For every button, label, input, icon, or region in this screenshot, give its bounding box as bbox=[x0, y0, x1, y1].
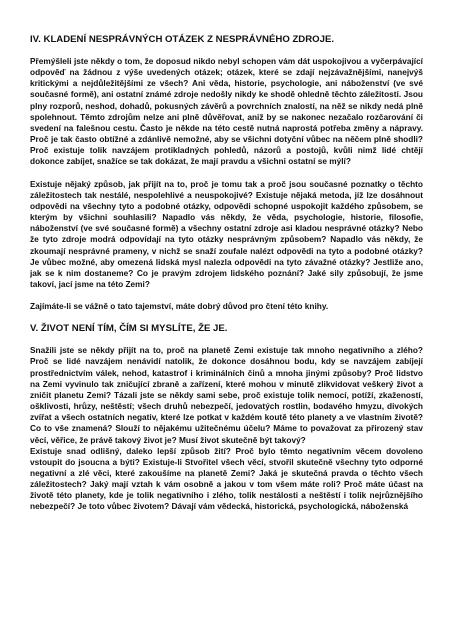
section-5 bbox=[30, 323, 423, 512]
section-4-paragraph-3: Zajímáte-li se vážně o tato tajemství, máte dobrý důvod pro čtení této knihy. bbox=[30, 301, 329, 312]
section-4 bbox=[30, 34, 423, 312]
section-4-paragraph-1: Přemýšleli jste někdy o tom, že doposud nikdo nebyl schopen vám dát uspokojivou a vyčerpávající odpověď na žádnou z výše uvedených otázek; otázek, které se zdají nejzávažnějšími, nanejvýš kritickými a nejdůležitějšími ze všech? Ani věda, historie, psychologie, ani náboženství (ve své současné formě), ani ostatní známé zdroje nedošly nikdy ke shodě ohledně těchto záležitostí. Jsou plny rozporů, neshod, dohadů, pokusných závěrů a povrchních znalostí, na něž se nikdy nedá plně spolehnout. Těmto zdrojům nelze ani plně důvěřovat, aniž by se nakonec nezačalo rozčarování či svedení na falešnou cestu. Často je někde na této cestě nutná naprostá potřeba změny a nápravy. Proč je tak často obtížné a zdánlivě nemožné, aby se všichni dotyční vůbec na něčem plně shodli? Proč existuje tolik navzájem protikladných pohledů, názorů a postojů, kvůli nimž lidé chtějí dokonce zabíjet, snažíce se tak dokázat, že mají pravdu a všichni ostatní se mýlí? bbox=[30, 56, 423, 167]
section-4-heading: IV. KLADENÍ NESPRÁVNÝCH OTÁZEK Z NESPRÁVNÉHO ZDROJE. bbox=[30, 34, 335, 45]
section-5-heading: V. ŽIVOT NENÍ TÍM, ČÍM SI MYSLÍTE, ŽE JE. bbox=[30, 323, 228, 335]
section-4-paragraph-2: Existuje nějaký způsob, jak přijít na to, proč je tomu tak a proč jsou současné poznatky o těchto záležitostech tak nestálé, nespolehlivé a neuspokojivé? Existuje nějaká metoda, jíž lze dosáhnout odpovědi na všechny tyto a podobné otázky, odpovědi schopné uspokojit každého způsobem, se kterým by všichni souhlasili? Napadlo vás někdy, že věda, psychologie, historie, filosofie, náboženství (ve své současné formě) a všechny ostatní zdroje asi kladou nesprávné otázky? Nebo že tyto zdroje modrá odpovídají na tyto otázky nesprávným způsobem? Napadlo vás někdy, že zkoumají nesprávné prameny, v nichž se snaží zoufale nalézt odpovědi na tyto a podobné otázky? Je vůbec možné, aby omezená lidská mysl nalezla odpovědi na tyto závažné otázky? Jestliže ano, jak se k nim dostaneme? Co je pravým zdrojem lidského poznání? Jaké sily způsobují, že jsme takoví, jací jsme na této Zemi? bbox=[30, 178, 423, 289]
section-5-paragraph-1: Snažili jste se někdy přijít na to, proč na planetě Zemi existuje tak mnoho negativního a zlého? Proč se lidé navzájem nenávidí natolik, že dokonce dosáhnou bodu, kdy se navzájem zabíjejí prostřednictvím válek, nehod, katastrof i kriminálních činů a mnoha jinými způsoby? Proč lidstvo na Zemi vyvinulo tak zničující zbraně a zařízení, které mohou v minutě zlikvidovat veškerý život a zničit planetu Zemi? Tázali jste se někdy sami sebe, proč existuje tolik nemocí, potíží, zkažeností, ošklivosti, hrůzy, neštěstí; všech druhů nebezpečí, jedovatých rostlin, bodavého hmyzu, divokých zvířat a všech ostatních negativ, které lze potkat v každém koutě této planety a ve vlastním životě? Co to vše znamená? Slouží to nějakému užitečnému účelu? Máme to považovat za přirozený stav věcí, věřice, že právě takový život je? Musí život skutečně být takový? bbox=[30, 345, 423, 445]
document-page bbox=[30, 34, 423, 524]
section-5-paragraph-2: Existuje snad odlišný, daleko lepší způsob žití? Proč bylo těmto negativním věcem dovoleno vstoupit do jsoucna a býti? Existuje-li Stvořitel všech věcí, stvořil skutečně všechny tyto odporné negativní a zlé věci, které zakoušíme na planetě Zemi? Jaká je skutečná pravda o těchto všech záležitostech? Jaký mají vztah k vám osobně a jakou v tom všem máte roli? Proč máte účast na životě této planety, kde je tolik negativního i zlého, tolik nestálosti a neštěstí i tolik nejrůznějšího nebezpečí? Je toto vůbec životem? Dávají vám vědecká, historická, psychologická, náboženská bbox=[30, 445, 423, 512]
